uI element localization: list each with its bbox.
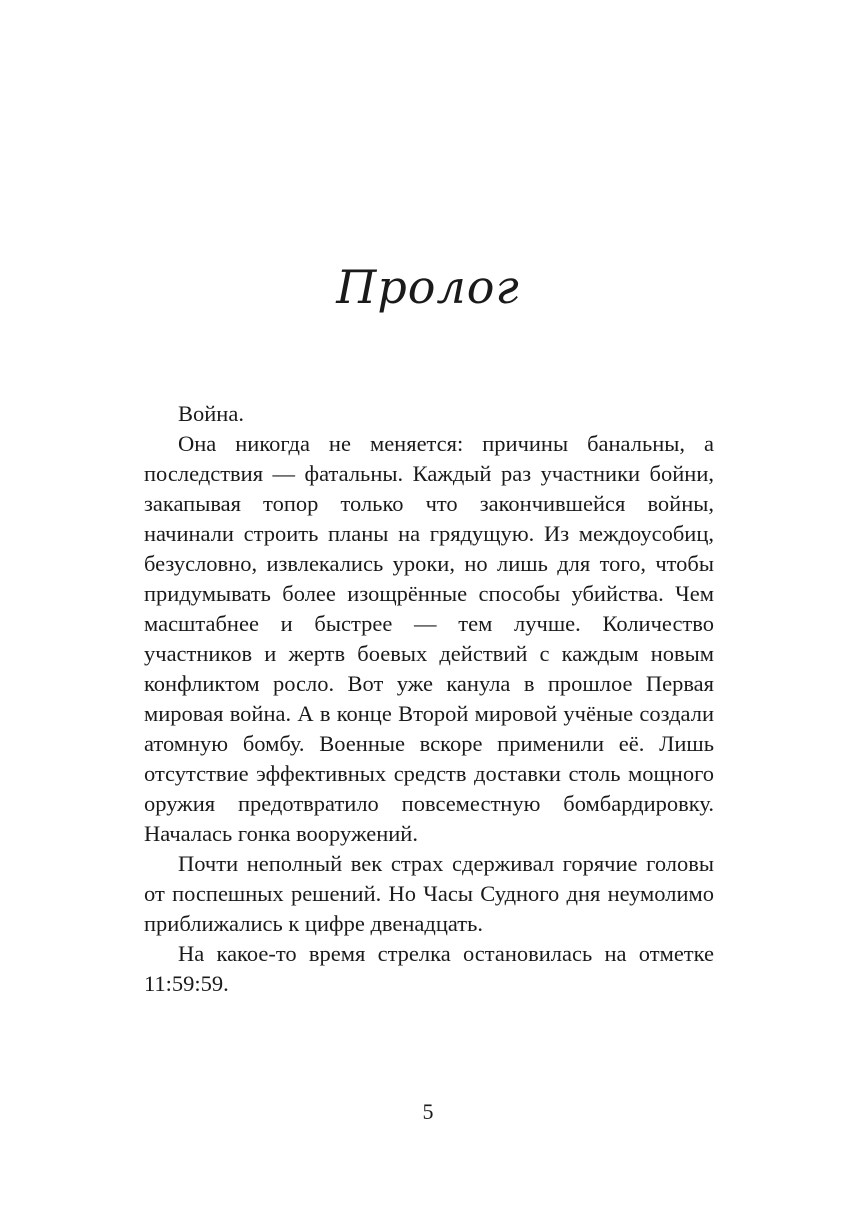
paragraph-4: На какое-то время стрелка остановилась на отметке 11:59:59.: [144, 941, 714, 996]
body-text: [144, 399, 714, 999]
paragraph-1: Война.: [178, 401, 244, 426]
page-number: 5: [422, 1099, 434, 1124]
paragraph-3: Почти неполный век страх сдерживал горячие головы от поспешных решений. Но Часы Судного дня неумолимо приближались к цифре двенадцать.: [144, 851, 714, 936]
paragraph-2: Она никогда не меняется: причины банальны, а последствия — фатальны. Каждый раз участники бойни, закапывая топор только что закончившейся войны, начинали строить планы на грядущую. Из междоусобиц, безусловно, извлекались уроки, но лишь для того, чтобы придумывать более изощрённые способы убийства. Чем масштабнее и быстрее — тем лучше. Количество участников и жертв боевых действий с каждым новым конфликтом росло. Вот уже канула в прошлое Первая мировая война. А в конце Второй мировой учёные создали атомную бомбу. Военные вскоре применили её. Лишь отсутствие эффективных средств доставки столь мощного оружия предотвратило повсеместную бомбардировку. Началась гонка вооружений.: [144, 431, 714, 846]
chapter-title: Пролог: [336, 260, 520, 314]
